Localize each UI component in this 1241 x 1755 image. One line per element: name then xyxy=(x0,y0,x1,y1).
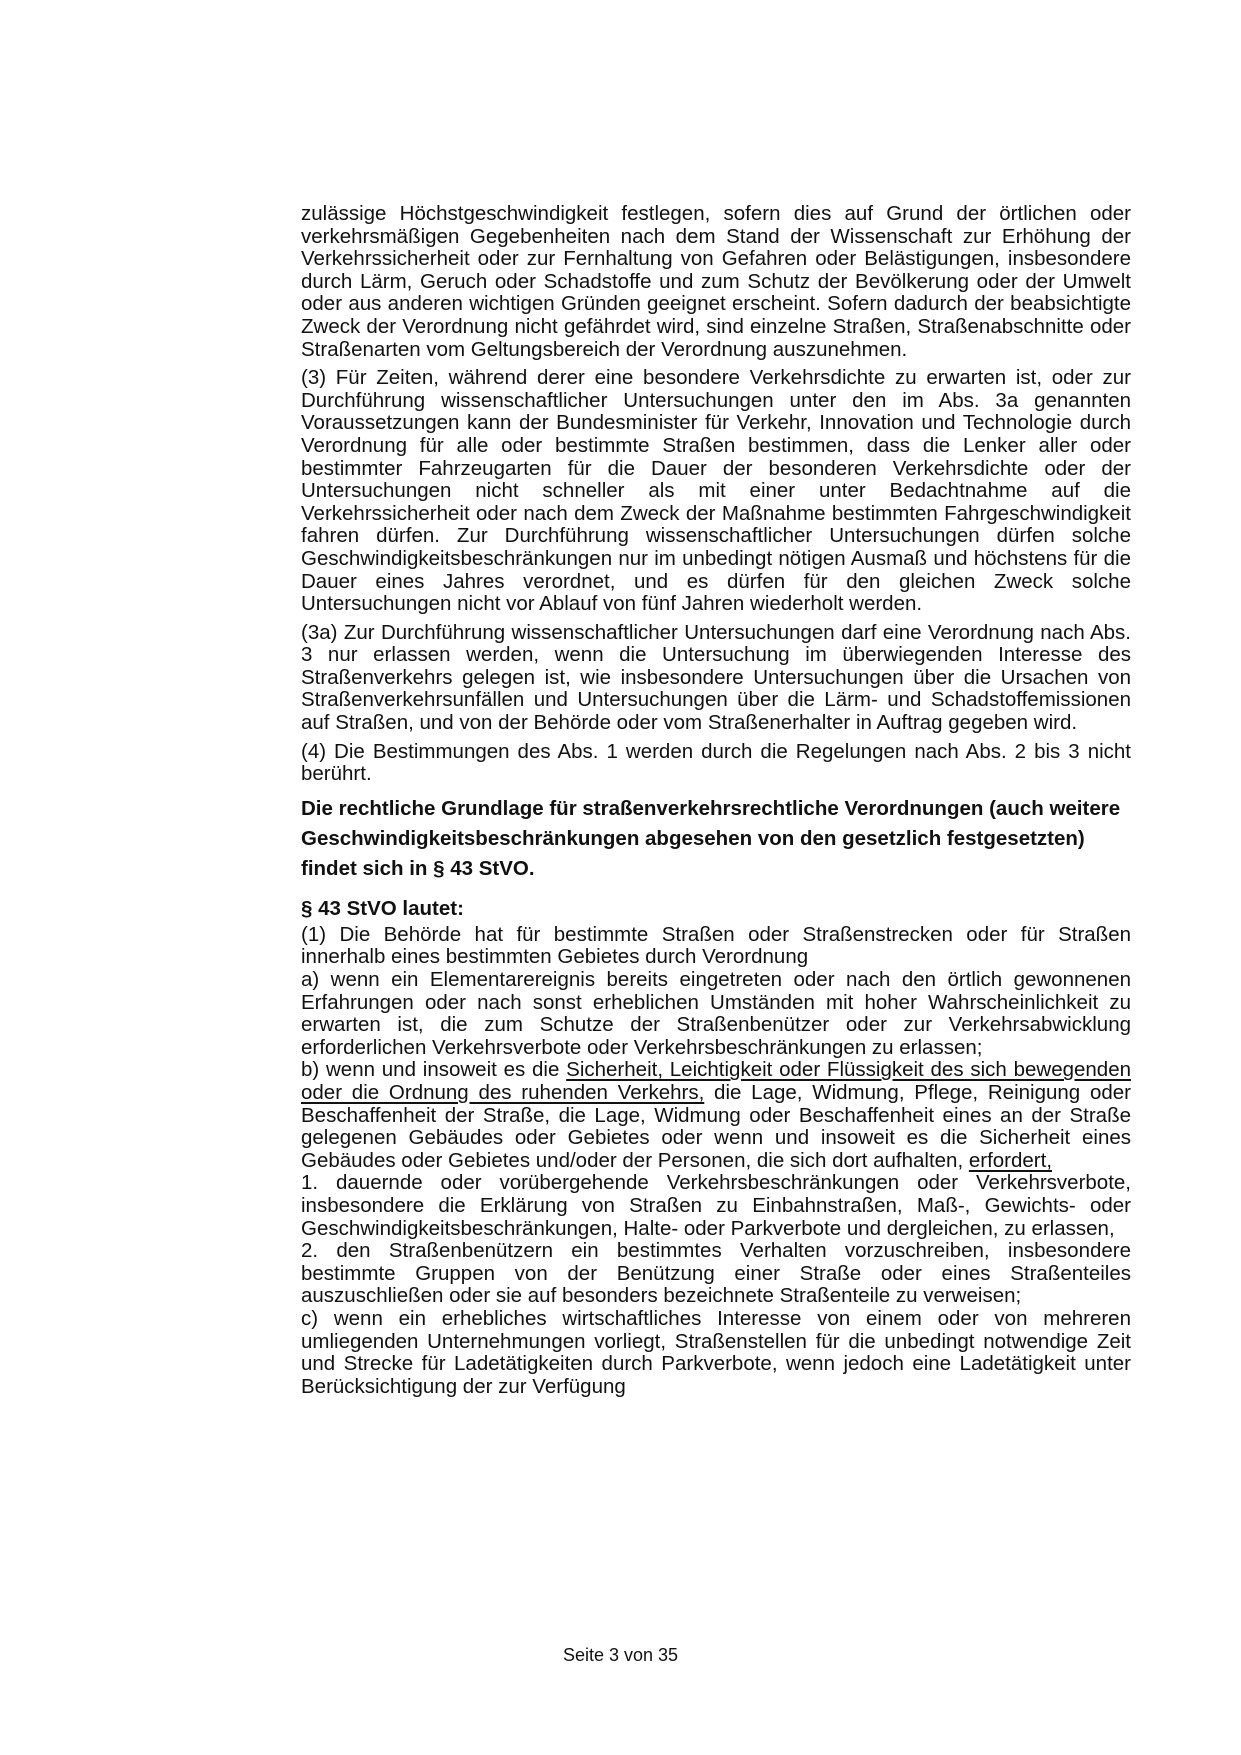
paragraph-43-a: a) wenn ein Elementarereignis bereits eingetreten oder nach den örtlich gewonnenen Erfahrungen oder nach sonst erheblichen Umständen mit hoher Wahrscheinlichkeit zu erwarten ist, die zum Schutze der Straßenbenützer oder zur Verkehrsabwicklung erforderlichen Verkehrsverbote oder Verkehrsbeschränkungen zu erlassen; xyxy=(301,968,1131,1059)
section-subheading: § 43 StVO lautet: xyxy=(301,896,464,920)
section-heading: Die rechtliche Grundlage für straßenverkehrsrechtliche Verordnungen (auch weitere Geschwindigkeitsbeschränkungen abgesehen von den gesetzlich festgesetzten) findet sich in § 43 StVO. xyxy=(301,796,1121,880)
paragraph-43-b-middle: die Lage, Widmung, Pflege, Reinigung oder Beschaffenheit der Straße, die Lage, Widmung oder Beschaffenheit eines an der Straße gelegenen Gebäudes oder Gebietes oder wenn und insoweit es die Sicherheit eines Gebäudes oder Gebietes und/oder der Personen, die sich dort aufhalten, xyxy=(301,1081,1131,1172)
paragraph-43-1: (1) Die Behörde hat für bestimmte Straßen oder Straßenstrecken oder für Straßen innerhalb eines bestimmten Gebietes durch Verordnung xyxy=(301,922,1131,969)
paragraph-43-b-1: 1. dauernde oder vorübergehende Verkehrsbeschränkungen oder Verkehrsverbote, insbesondere die Erklärung von Straßen zu Einbahnstraßen, Maß-, Gewichts- oder Geschwindigkeitsbeschränkungen, Halte- oder Parkverbote und dergleichen, zu erlassen, xyxy=(301,1171,1131,1240)
paragraph-43-b-2: 2. den Straßenbenützern ein bestimmtes Verhalten vorzuschreiben, insbesondere bestimmte Gruppen von der Benützung einer Straße oder eines Straßenteiles auszuschließen oder sie auf besonders bezeichnete Straßenteile zu verweisen; xyxy=(301,1239,1131,1308)
paragraph-abs-4: (4) Die Bestimmungen des Abs. 1 werden durch die Regelungen nach Abs. 2 bis 3 nicht berührt. xyxy=(301,739,1131,786)
paragraph-abs-3a: (3a) Zur Durchführung wissenschaftlicher Untersuchungen darf eine Verordnung nach Abs. 3 nur erlassen werden, wenn die Untersuchung im überwiegenden Interesse des Straßenverkehrs gelegen ist, wie insbesondere Untersuchungen über die Ursachen von Straßenverkehrsunfällen und Untersuchungen über die Lärm- und Schadstoffemissionen auf Straßen, und von der Behörde oder vom Straßenerhalter in Auftrag gegeben wird. xyxy=(301,620,1131,735)
document-body xyxy=(301,203,1131,1398)
paragraph-43-b-start: b) wenn und insoweit es die xyxy=(301,1058,567,1082)
paragraph-43-c: c) wenn ein erhebliches wirtschaftliches Interesse von einem oder von mehreren umliegenden Unternehmungen vorliegt, Straßenstellen für die unbedingt notwendige Zeit und Strecke für Ladetätigkeiten durch Parkverbote, wenn jedoch eine Ladetätigkeit unter Berücksichtigung der zur Verfügung xyxy=(301,1306,1131,1398)
paragraph-43-b xyxy=(301,1059,1131,1172)
paragraph-intro: zulässige Höchstgeschwindigkeit festlegen, sofern dies auf Grund der örtlichen oder verkehrsmäßigen Gegebenheiten nach dem Stand der Wissenschaft zur Erhöhung der Verkehrssicherheit oder zur Fernhaltung von Gefahren oder Belästigungen, insbesondere durch Lärm, Geruch oder Schadstoffe und zum Schutz der Bevölkerung oder der Umwelt oder aus anderen wichtigen Gründen geeignet erscheint. Sofern dadurch der beabsichtigte Zweck der Verordnung nicht gefährdet wird, sind einzelne Straßen, Straßenabschnitte oder Straßenarten vom Geltungsbereich der Verordnung auszunehmen. xyxy=(301,202,1131,361)
underlined-phrase-erfordert: erfordert, xyxy=(968,1148,1053,1172)
underlined-phrase-traffic: Sicherheit, Leichtigkeit oder Flüssigkeit des sich bewegenden oder die Ordnung des ruhenden Verkehrs, xyxy=(301,1058,1131,1104)
paragraph-abs-3: (3) Für Zeiten, während derer eine besondere Verkehrsdichte zu erwarten ist, oder zur Durchführung wissenschaftlicher Untersuchungen unter den im Abs. 3a genannten Voraussetzungen kann der Bundesminister für Verkehr, Innovation und Technologie durch Verordnung für alle oder bestimmte Straßen bestimmen, dass die Lenker aller oder bestimmter Fahrzeugarten für die Dauer der besonderen Verkehrsdichte oder der Untersuchungen nicht schneller als mit einer unter Bedachtnahme auf die Verkehrssicherheit oder nach dem Zweck der Maßnahme bestimmten Fahrgeschwindigkeit fahren dürfen. Zur Durchführung wissenschaftlicher Untersuchungen dürfen solche Geschwindigkeitsbeschränkungen nur im unbedingt nötigen Ausmaß und höchstens für die Dauer eines Jahres verordnet, und es dürfen für den gleichen Zweck solche Untersuchungen nicht vor Ablauf von fünf Jahren wiederholt werden. xyxy=(301,366,1131,616)
page-footer: Seite 3 von 35 xyxy=(562,1645,679,1665)
